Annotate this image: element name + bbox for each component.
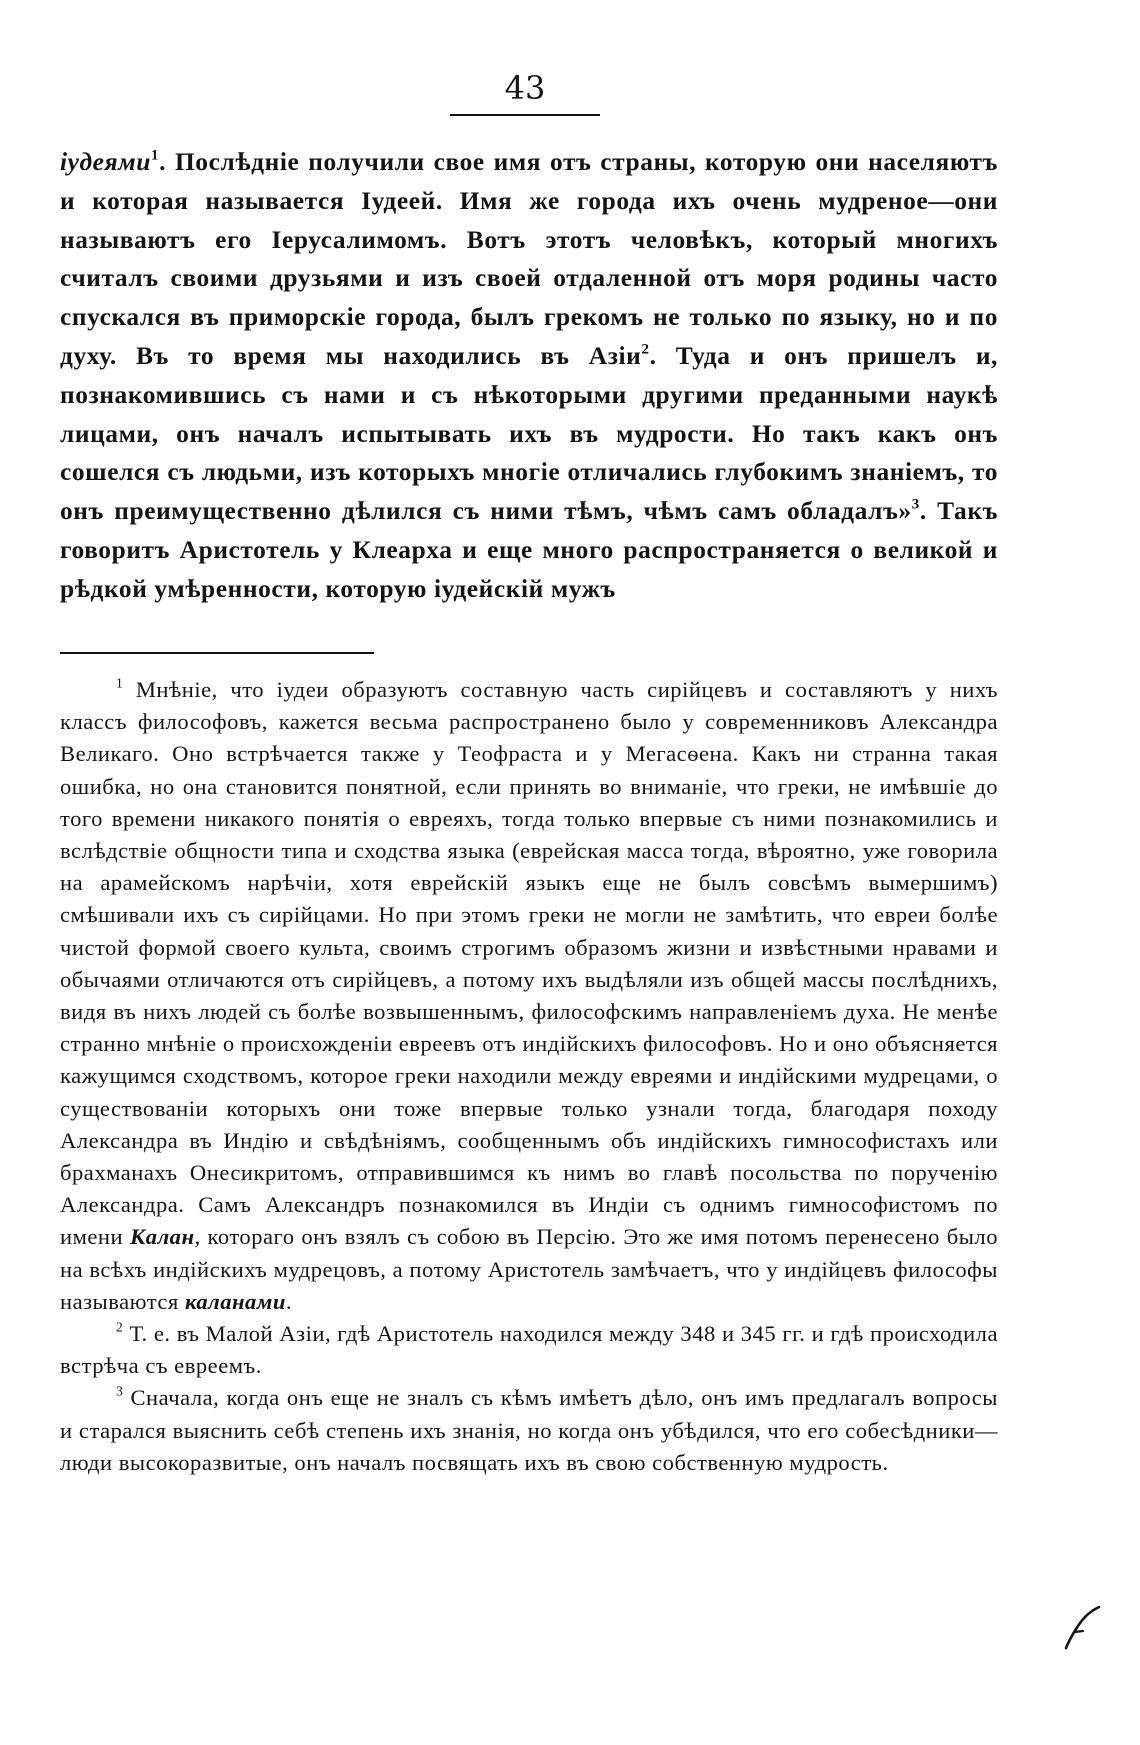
footnote-3-marker: 3: [116, 1383, 124, 1399]
footnote-1-name-kalan: Калан: [129, 1224, 195, 1250]
footnote-2-marker: 2: [116, 1319, 124, 1335]
footnote-1-marker: 1: [116, 675, 124, 691]
footnote-1: [60, 674, 998, 1318]
footnote-ref-3: 3: [911, 495, 920, 513]
footnote-1-name-kalanami: каланами: [184, 1288, 286, 1314]
main-text-part-1: . Послѣдніе получили свое имя отъ страны, которую они населяютъ и которая называется Іудеей. Имя же города ихъ очень мудреное—они называютъ его Іерусалимомъ. Вотъ этотъ человѣкъ, который многихъ считалъ своими друзьями и изъ своей отдаленной отъ моря родины часто спускался въ приморскіе города, былъ грекомъ не только по языку, но и по духу. Въ то время мы находились въ Азіи: [60, 148, 998, 370]
main-text-part-2: . Туда и онъ пришелъ и, познакомившись съ нами и съ нѣкоторыми другими преданными наукѣ лицами, онъ началъ испытывать ихъ въ мудрости. Но такъ какъ онъ сошелся съ людьми, изъ которыхъ многіе отличались глубокимъ знаніемъ, то онъ преимущественно дѣлился съ ними тѣмъ, чѣмъ самъ обладалъ»: [60, 341, 999, 526]
footnote-ref-1: 1: [150, 146, 160, 164]
footnote-separator: [60, 652, 374, 654]
footnote-1-text: Мнѣніе, что іудеи образуютъ составную часть сирійцевъ и составляютъ у нихъ классъ философовъ, кажется весьма распространено было у современниковъ Александра Великаго. Оно встрѣчается также у Теофраста и у Мегасѳена. Какъ ни странна такая ошибка, но она становится понятной, если принять во вниманіе, что греки, не имѣвшіе до того времени никакого понятія о евреяхъ, тогда только впервые съ ними познакомились и вслѣдствіе общности типа и сходства языка (еврейская масса тогда, вѣроятно, уже говорила на арамейскомъ нарѣчіи, хотя еврейскій языкъ еще не былъ совсѣмъ вымершимъ) смѣшивали ихъ съ сирійцами. Но при этомъ греки не могли не замѣтить, что евреи болѣе чистой формой своего культа, своимъ строгимъ образомъ жизни и извѣстными нравами и обычаями отличаются отъ сирійцевъ, а потому ихъ выдѣляли изъ общей массы послѣднихъ, видя въ нихъ людей съ болѣе возвышеннымъ, философскимъ направленіемъ духа. Не менѣе странно мнѣніе о происхожденіи евреевъ отъ индійскихъ философовъ. Но и оно объясняется кажущимся сходствомъ, которое греки находили между евреями и индійскими мудрецами, о существованіи которыхъ они тоже впервые только узнали тогда, благодаря походу Александра въ Индію и свѣдѣніямъ, сообщеннымъ объ индійскихъ гимнософистахъ или брахманахъ Онесикритомъ, отправившимся къ нимъ во главѣ посольства по порученію Александра. Самъ Александръ познакомился въ Индіи съ однимъ гимнософистомъ по имени: [60, 677, 998, 1250]
footnote-ref-2: 2: [641, 340, 650, 358]
footnote-3: [60, 1382, 998, 1479]
footnote-1-text-end: .: [285, 1288, 293, 1314]
footnote-1-text-mid: , котораго онъ взялъ съ собою въ Персію. Это же имя потомъ перенесено было на всѣхъ индійскихъ мудрецовъ, а потому Аристотель замѣчаетъ, что у индійцевъ философы называются: [60, 1224, 999, 1314]
footnote-3-text: Сначала, когда онъ еще не зналъ съ кѣмъ имѣетъ дѣло, онъ имъ предлагалъ вопросы и старался выяснить себѣ степень ихъ знанія, но когда онъ убѣдился, что его собесѣдники—люди высокоразвитые, онъ началъ посвящать ихъ въ свою собственную мудрость.: [60, 1385, 998, 1475]
header-rule: [450, 114, 600, 116]
footnote-2: [60, 1318, 998, 1382]
main-text-part-3: . Такъ говоритъ Аристотель у Клеарха и еще много распространяется о великой и рѣдкой умѣренности, которую іудейскій мужъ: [60, 497, 998, 603]
main-italic-lead: іудеями: [60, 148, 151, 176]
main-paragraph: [60, 143, 998, 609]
page-number: 43: [504, 69, 546, 107]
footnotes-block: [60, 674, 998, 1479]
pen-mark-icon: [1062, 1604, 1102, 1650]
footnote-2-text: Т. е. въ Малой Азіи, гдѣ Аристотель находился между 348 и 345 гг. и гдѣ происходила встрѣча съ евреемъ.: [60, 1321, 998, 1379]
